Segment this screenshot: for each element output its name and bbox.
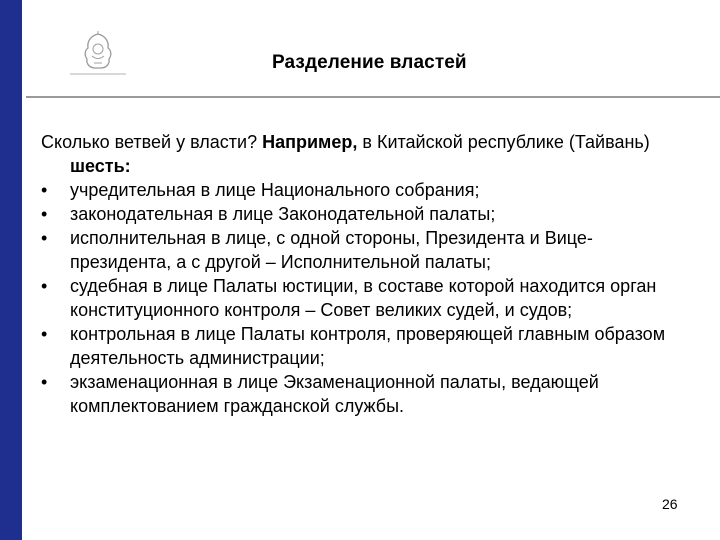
branches-list [41, 178, 691, 418]
list-item [41, 370, 691, 418]
list-item [41, 178, 691, 202]
list-item-text: контрольная в лице Палаты контроля, проверяющей главным образом деятельность администрации; [70, 324, 666, 368]
bullet-icon: • [41, 180, 48, 200]
title-divider [26, 96, 720, 98]
intro-emphasis-example: Например, [262, 132, 358, 152]
intro-emphasis-count: шесть: [70, 156, 131, 176]
bullet-icon: • [41, 204, 48, 224]
slide-title: Разделение властей [272, 52, 467, 73]
bullet-icon: • [41, 228, 48, 248]
list-item [41, 322, 691, 370]
list-item-text: экзаменационная в лице Экзаменационной палаты, ведающей комплектованием гражданской службы. [70, 372, 599, 416]
intro-middle: в Китайской республике (Тайвань) [362, 132, 650, 152]
bullet-icon: • [41, 276, 48, 296]
page-number: 26 [662, 496, 678, 512]
emblem-logo-icon [68, 30, 128, 78]
list-item [41, 274, 691, 322]
slide-content [41, 130, 691, 418]
bullet-icon: • [41, 372, 48, 392]
list-item-text: законодательная в лице Законодательной палаты; [70, 204, 496, 224]
intro-lead: Сколько ветвей у власти? [41, 132, 258, 152]
list-item [41, 202, 691, 226]
list-item-text: судебная в лице Палаты юстиции, в составе которой находится орган конституционного контроля – Совет великих судей, и судов; [70, 276, 657, 320]
bullet-icon: • [41, 324, 48, 344]
list-item-text: учредительная в лице Национального собрания; [70, 180, 480, 200]
intro-paragraph [41, 130, 691, 178]
list-item-text: исполнительная в лице, с одной стороны, Президента и Вице-президента, а с другой – Исполнительной палаты; [70, 228, 593, 272]
left-accent-bar [0, 0, 22, 540]
list-item [41, 226, 691, 274]
